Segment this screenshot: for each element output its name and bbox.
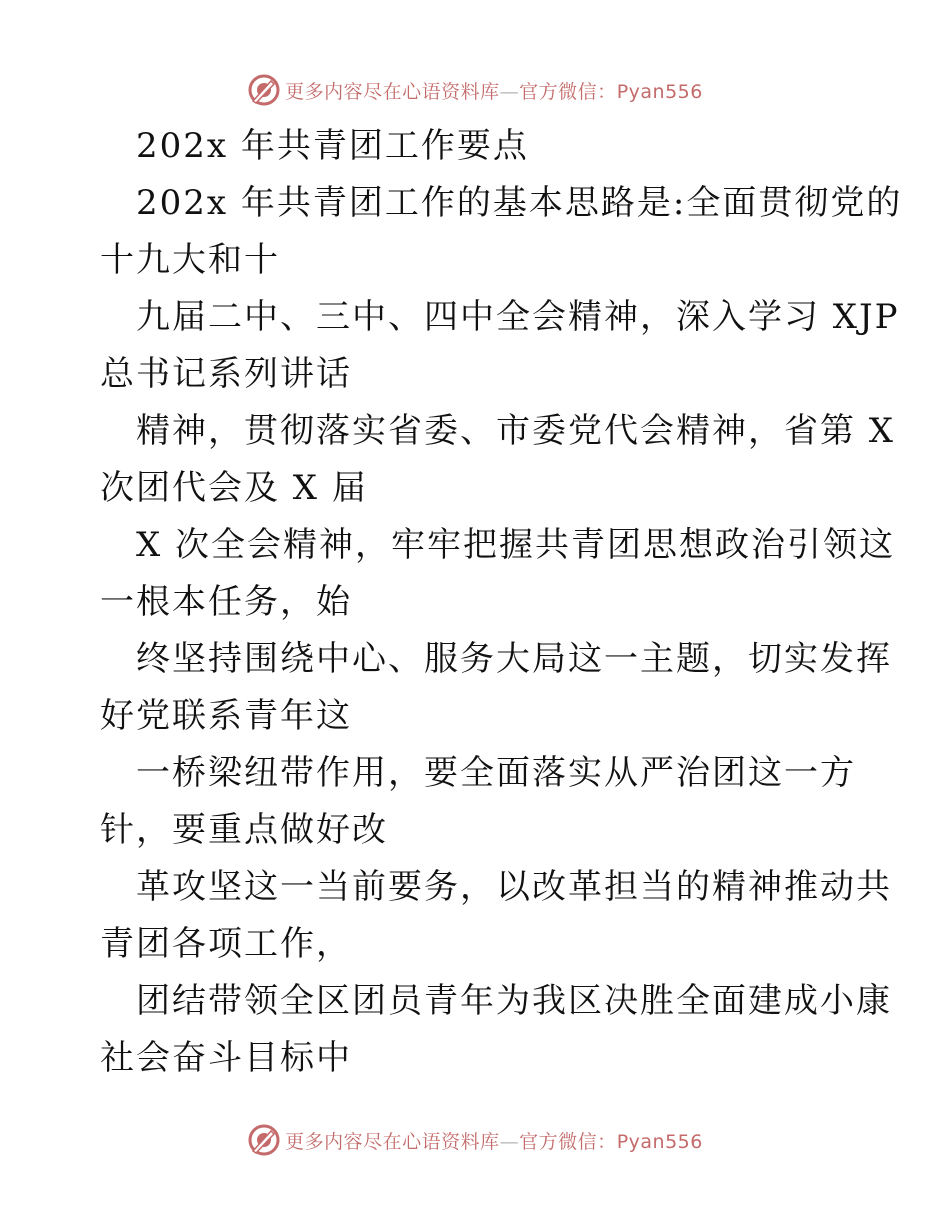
watermark-text: 更多内容尽在心语资料库—官方微信：Pyan556 bbox=[285, 80, 703, 103]
text-line: 精神，贯彻落实省委、市委党代会精神，省第 X bbox=[136, 411, 896, 451]
text-line: 团结带领全区团员青年为我区决胜全面建成小康 bbox=[136, 981, 892, 1021]
document-body bbox=[100, 118, 903, 1087]
pen-logo-icon bbox=[247, 1123, 281, 1157]
footer-watermark bbox=[0, 1120, 950, 1160]
text-line: 好党联系青年这 bbox=[100, 696, 352, 736]
text-line: 终坚持围绕中心、服务大局这一主题，切实发挥 bbox=[136, 639, 892, 679]
text-line: 社会奋斗目标中 bbox=[100, 1038, 352, 1078]
watermark-text: 更多内容尽在心语资料库—官方微信：Pyan556 bbox=[285, 1130, 703, 1153]
text-line: 一桥梁纽带作用，要全面落实从严治团这一方 bbox=[136, 753, 856, 793]
text-line: 九届二中、三中、四中全会精神，深入学习 XJP bbox=[136, 297, 900, 337]
text-line: 针，要重点做好改 bbox=[100, 810, 388, 850]
header-watermark bbox=[0, 70, 950, 110]
text-line: 202x 年共青团工作的基本思路是:全面贯彻党的 bbox=[136, 183, 903, 223]
text-line: 一根本任务，始 bbox=[100, 582, 352, 622]
text-line: 革攻坚这一当前要务，以改革担当的精神推动共 bbox=[136, 867, 892, 907]
text-line: X 次全会精神，牢牢把握共青团思想政治引领这 bbox=[136, 525, 896, 565]
text-line: 总书记系列讲话 bbox=[100, 354, 352, 394]
document-title: 202x 年共青团工作要点 bbox=[136, 126, 529, 166]
pen-logo-icon bbox=[247, 73, 281, 107]
text-line: 十九大和十 bbox=[100, 240, 280, 280]
text-line: 次团代会及 X 届 bbox=[100, 468, 368, 508]
text-line: 青团各项工作， bbox=[100, 924, 352, 964]
